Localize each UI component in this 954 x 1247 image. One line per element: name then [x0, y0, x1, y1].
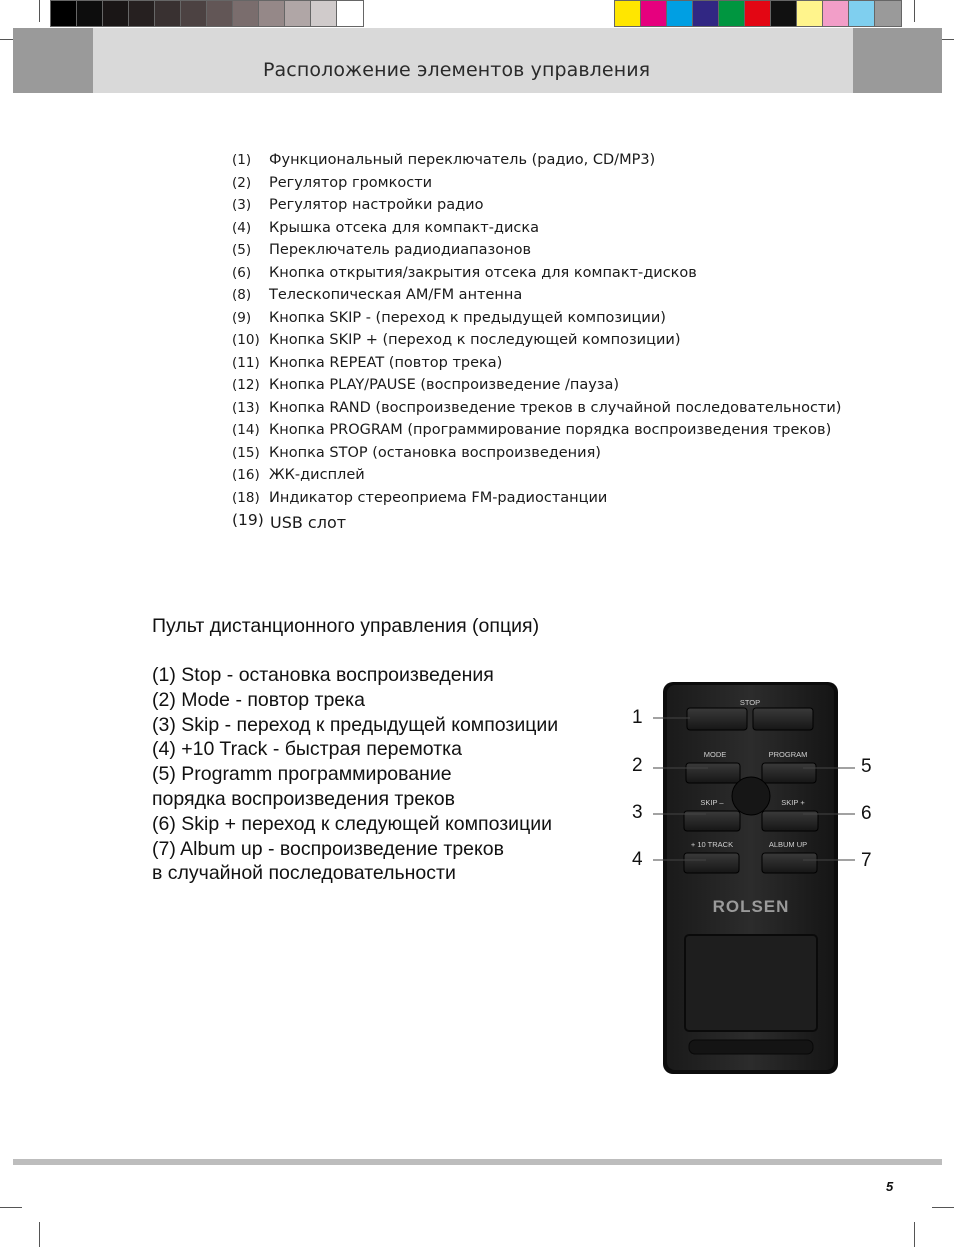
ten-track-button: [684, 853, 739, 873]
skip-plus-label: SKIP +: [781, 798, 805, 807]
crop-mark: [932, 1207, 954, 1208]
callout-number-4: 4: [632, 849, 643, 870]
component-number: (12): [232, 377, 260, 393]
stop-label: STOP: [739, 698, 761, 707]
gray-swatch: [155, 1, 181, 26]
remote-description-line: (7) Album up - воспроизведение треков: [152, 837, 504, 860]
ten-track-label: + 10 TRACK: [690, 840, 734, 849]
gray-swatch: [181, 1, 207, 26]
color-swatch: [797, 1, 823, 26]
component-description: Кнопка RAND (воспроизведение треков в случайной последовательности): [269, 399, 842, 416]
component-description: Кнопка SKIP + (переход к последующей композиции): [269, 332, 681, 348]
component-description: Кнопка PROGRAM (программирование порядка воспроизведения треков): [269, 422, 832, 438]
component-number: (5): [232, 242, 252, 258]
gray-swatch: [51, 1, 77, 26]
page-title: Расположение элементов управления: [263, 59, 651, 81]
color-swatch: [615, 1, 641, 26]
stop-button-right: [753, 708, 813, 730]
grayscale-calibration-bar: [50, 0, 364, 27]
component-description: Переключатель радиодиапазонов: [269, 242, 532, 258]
component-description: Функциональный переключатель (радио, CD/MP3): [269, 152, 656, 168]
component-description: USB слот: [270, 513, 347, 532]
component-number: (13): [232, 399, 260, 416]
remote-control-image: [620, 670, 880, 1080]
component-description: Кнопка STOP (остановка воспроизведения): [269, 444, 601, 461]
gray-swatch: [77, 1, 103, 26]
callout-number-6: 6: [861, 803, 872, 824]
color-swatch: [823, 1, 849, 26]
mode-label: MODE: [703, 750, 727, 759]
component-number: (11): [232, 354, 260, 371]
remote-description-line: в случайной последовательности: [152, 862, 456, 885]
crop-mark: [914, 0, 915, 22]
component-description: Телескопическая AM/FM антенна: [269, 287, 523, 303]
component-number: (1): [232, 152, 252, 168]
color-swatch: [849, 1, 875, 26]
component-number: (3): [232, 197, 252, 213]
color-swatch: [771, 1, 797, 26]
program-button: [762, 763, 816, 783]
component-number: (4): [232, 219, 252, 236]
component-description: Крышка отсека для компакт-диска: [269, 219, 539, 236]
component-number: (16): [232, 467, 260, 483]
album-up-button: [762, 853, 817, 873]
component-number: (2): [232, 174, 252, 191]
component-description: Кнопка PLAY/PAUSE (воспроизведение /пауза): [269, 377, 620, 393]
center-round-button: [732, 777, 770, 815]
gray-swatch: [233, 1, 259, 26]
program-label: PROGRAM: [768, 750, 808, 759]
battery-cover: [685, 935, 817, 1031]
callout-number-7: 7: [861, 850, 872, 871]
gray-swatch: [207, 1, 233, 26]
component-description: Регулятор громкости: [269, 174, 433, 191]
crop-mark: [914, 1222, 915, 1247]
header-side-block: [13, 28, 93, 93]
remote-description-line: порядка воспроизведения треков: [152, 787, 456, 810]
remote-description-line: (3) Skip - переход к предыдущей композиции: [152, 713, 559, 736]
header-side-block: [853, 28, 942, 93]
gray-swatch: [259, 1, 285, 26]
callout-number-1: 1: [632, 707, 643, 728]
album-up-label: ALBUM UP: [768, 840, 808, 849]
color-swatch: [693, 1, 719, 26]
crop-mark: [39, 0, 40, 22]
color-swatch: [875, 1, 901, 26]
component-description: Индикатор стереоприема FM-радиостанции: [269, 489, 608, 506]
callout-number-2: 2: [632, 755, 643, 776]
bottom-groove: [689, 1040, 813, 1054]
component-number: (8): [232, 287, 252, 303]
component-description: Кнопка SKIP - (переход к предыдущей композиции): [269, 309, 666, 326]
gray-swatch: [285, 1, 311, 26]
gray-swatch: [311, 1, 337, 26]
color-calibration-bar: [614, 0, 902, 27]
component-description: Кнопка открытия/закрытия отсека для компакт-дисков: [269, 264, 697, 281]
callout-number-3: 3: [632, 802, 643, 823]
component-description: Регулятор настройки радио: [269, 197, 484, 213]
color-swatch: [719, 1, 745, 26]
remote-description-line: (5) Programm программирование: [152, 763, 452, 786]
remote-description-line: (6) Skip + переход к следующей композиции: [152, 812, 553, 835]
mode-button: [686, 763, 740, 783]
color-swatch: [641, 1, 667, 26]
page-number: 5: [886, 1179, 894, 1194]
component-number: (15): [232, 444, 260, 461]
component-number: (6): [232, 264, 252, 281]
color-swatch: [745, 1, 771, 26]
brand-logo: ROLSEN: [712, 897, 790, 916]
component-number: (14): [232, 422, 260, 438]
remote-buttons-list: [152, 663, 558, 886]
gray-swatch: [129, 1, 155, 26]
remote-heading: Пульт дистанционного управления (опция): [152, 615, 540, 637]
crop-mark: [0, 1207, 22, 1208]
remote-description-line: (4) +10 Track - быстрая перемотка: [152, 738, 462, 761]
stop-button-left: [687, 708, 747, 730]
callout-number-5: 5: [861, 756, 872, 777]
remote-description-line: (2) Mode - повтор трека: [152, 688, 365, 711]
component-number: (9): [232, 309, 252, 326]
skip-minus-label: SKIP –: [700, 798, 724, 807]
footer-rule: [13, 1159, 942, 1165]
component-number: (18): [232, 489, 260, 506]
color-swatch: [667, 1, 693, 26]
component-number: (19): [232, 511, 264, 529]
remote-description-line: (1) Stop - остановка воспроизведения: [152, 664, 494, 686]
gray-swatch: [103, 1, 129, 26]
component-number: (10): [232, 332, 260, 348]
component-description: Кнопка REPEAT (повтор трека): [269, 354, 503, 371]
component-description: ЖК-дисплей: [269, 467, 365, 483]
crop-mark: [39, 1222, 40, 1247]
gray-swatch: [337, 1, 363, 26]
